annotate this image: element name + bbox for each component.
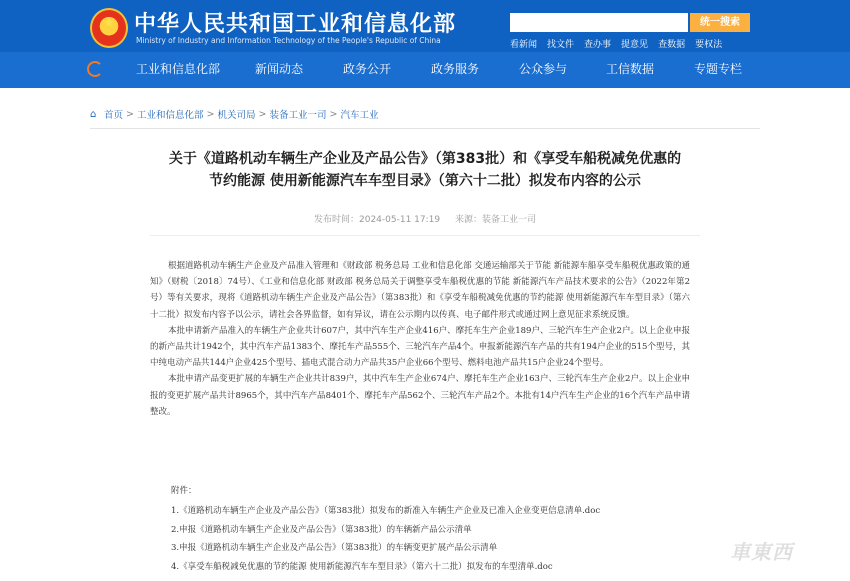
quick-link-services[interactable]: 查办事 (584, 40, 612, 50)
quick-links (510, 37, 722, 50)
site-header (0, 0, 850, 52)
body-paragraph: 本批申请新产品准入的车辆生产企业共计607户，其中汽车生产企业416户、摩托车生产企业189户、三轮汽车生产企业2户。以上企业申报的新产品共计1942个，其中汽车产品1383个、摩托车产品555个、三轮汽车产品4个。申报新能源汽车产品的共有194户企业的515个型号，其中纯电动产品共144户企业425个型号、插电式混合动力产品共35户企业66个型号、燃料电池产品共15户企业24个型号。 (150, 325, 690, 369)
body-paragraph: 本批申请产品变更扩展的车辆生产企业共计839户，其中汽车生产企业674户、摩托车生产企业163户、三轮汽车生产企业2户。以上企业申报的变更扩展产品共计8965个，其中汽车产品8401个、摩托车产品562个、三轮汽车产品2个。本批有14户汽车生产企业的16个汽车产品申请整改。 (150, 374, 690, 417)
miit-logo-icon[interactable] (87, 61, 103, 77)
attachments-label: 附件： (171, 486, 197, 496)
quick-link-law[interactable]: 要权法 (695, 40, 723, 50)
attachment-link[interactable]: 1.《道路机动车辆生产企业及产品公告》（第383批）拟发布的新准入车辆生产企业及已准入企业变更信息清单.doc (171, 506, 601, 516)
attachment-link[interactable]: 4.《享受车船税减免优惠的节约能源 使用新能源汽车车型目录》（第六十二批）拟发布的车型清单.doc (171, 561, 553, 572)
national-emblem-icon[interactable] (90, 8, 128, 48)
nav-item-public-participation[interactable]: 公众参与 (519, 62, 568, 76)
attachment-link[interactable]: 2.申报《道路机动车辆生产企业及产品公告》（第383批）的车辆新产品公示清单 (171, 524, 472, 535)
nav-item-topics[interactable]: 专题专栏 (694, 62, 743, 76)
article-title (100, 148, 750, 192)
breadcrumb-miit[interactable]: 工业和信息化部 (136, 110, 204, 121)
quick-link-files[interactable]: 找文件 (547, 40, 575, 50)
quick-link-feedback[interactable]: 提意见 (621, 40, 649, 50)
breadcrumb-separator: > (258, 108, 267, 120)
attachment-link[interactable]: 3.申报《道路机动车辆生产企业及产品公告》（第383批）的车辆变更扩展产品公示清单 (171, 543, 498, 553)
body-paragraph: 根据道路机动车辆生产企业及产品准入管理和《财政部 税务总局 工业和信息化部 交通运输部关于节能 新能源车船享受车船税优惠政策的通知》（财税〔2018〕74号）、《工业和信息化部 财政部 税务总局关于调整享受车船税优惠的节能 新能源汽车产品技术要求的公告》（2022年第2号）等有关要求，现将《道路机动车辆生产企业及产品公告》（第383批）和《享受车船税减免优惠的节约能源 使用新能源汽车车型目录》（第六十二批）拟发布内容予以公示，请社会各界监督，如有异议，请在公示期内以传真、电子邮件形式或通过网上意见征求系统反馈。 (150, 261, 690, 320)
breadcrumb-equipment-dept[interactable]: 装备工业一司 (269, 110, 327, 121)
publish-time: 发布时间：2024-05-11 17:19 (314, 215, 441, 225)
article-source: 来源：装备工业一司 (454, 215, 536, 225)
breadcrumb-home[interactable]: 首页 (104, 110, 124, 121)
article-meta (314, 212, 548, 225)
article-title-line-1: 关于《道路机动车辆生产企业及产品公告》（第383批）和《享受车船税减免优惠的 (168, 151, 682, 167)
site-subtitle: Ministry of Industry and Information Technology of the People's Republic of China (136, 36, 441, 45)
breadcrumb-separator: > (126, 108, 134, 120)
nav-item-gov-affairs[interactable]: 政务公开 (343, 62, 392, 76)
breadcrumb-auto-industry[interactable]: 汽车工业 (340, 110, 379, 121)
breadcrumb-separator: > (329, 108, 338, 120)
nav-item-miit[interactable]: 工业和信息化部 (136, 62, 221, 76)
quick-link-data[interactable]: 查数据 (658, 40, 686, 50)
breadcrumb-separator: > (206, 108, 215, 120)
attachments (171, 484, 600, 576)
nav-item-gov-services[interactable]: 政务服务 (431, 62, 480, 76)
breadcrumb-departments[interactable]: 机关司局 (217, 110, 256, 121)
article-title-line-2: 节约能源 使用新能源汽车车型目录》（第六十二批）拟发布内容的公示 (209, 173, 641, 189)
nav-item-data[interactable]: 工信数据 (606, 62, 655, 76)
search-input[interactable] (510, 13, 688, 32)
site-title[interactable]: 中华人民共和国工业和信息化部 (134, 12, 457, 37)
meta-divider (150, 235, 700, 236)
home-icon: ⌂ (90, 108, 97, 120)
nav-item-news[interactable]: 新闻动态 (255, 62, 304, 76)
watermark-logo: 車東西 (730, 540, 793, 564)
quick-link-news[interactable]: 看新闻 (510, 40, 538, 50)
main-nav (0, 52, 850, 88)
article-body (150, 258, 690, 420)
search-button[interactable]: 统一搜索 (690, 13, 750, 32)
breadcrumb-divider (90, 128, 760, 129)
breadcrumb (90, 107, 378, 121)
